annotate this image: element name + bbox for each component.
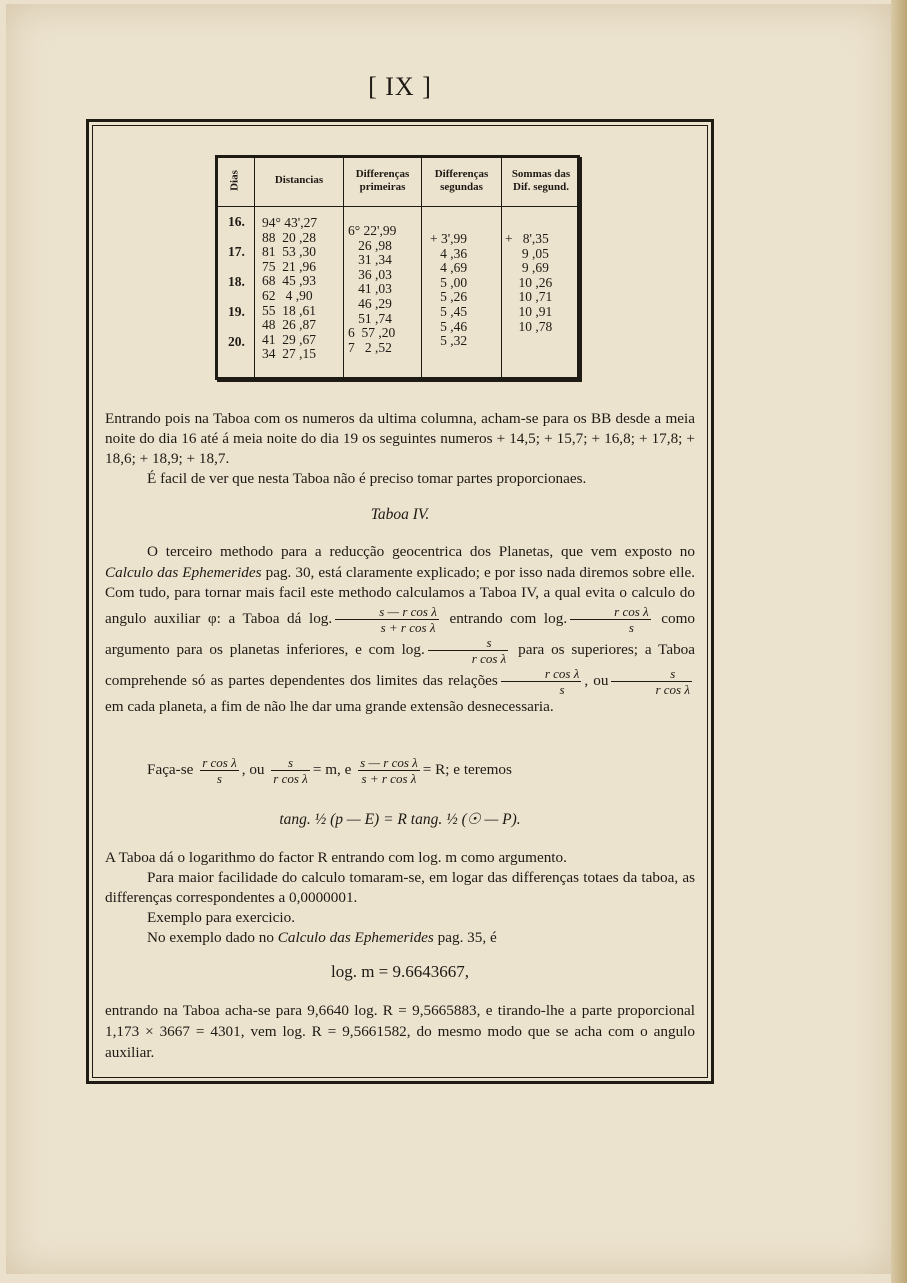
p3-text-f: em cada planeta, a fim de não lhe dar uma grande extensão desnecessaria. [105,697,554,715]
fraction [200,755,239,786]
frac-num: s [428,635,509,651]
col-diff2: + 3',99 4 ,36 4 ,69 5 ,00 5 ,26 5 ,45 5 ,46 5 ,32 [430,231,468,349]
fraction [611,666,692,697]
p3-text-e: para os superiores; a Taboa comprehende só as partes dependentes dos limites das relações [105,640,695,689]
frac-den: s [216,771,222,786]
paragraph-3 [105,542,695,717]
frac-num: r cos λ [501,666,582,682]
faca-eq-m: = m, e [312,760,352,778]
paragraph-6: Exemplo para exercicio. [147,909,296,926]
faca-label: Faça-se [147,760,194,778]
frac-num: s [611,666,692,682]
p3-text-b: pag. 30, está claramente explicado; e por isso nada diremos sobre elle. Com tudo, para tornar mais facil este methodo calculamos a Taboa IV, a qual evita o calculo do angulo auxiliar φ: a Taboa dá [105,563,695,627]
col-dias: 16. 17. 18. 19. 20. [228,214,245,349]
col-diff1: 6° 22',99 26 ,98 31 ,34 36 ,03 41 ,03 46 ,29 51 ,74 6 57 ,20 7 2 ,52 [348,223,397,355]
p3-book-title: Calculo das Ephemerides [105,563,262,581]
p3-ou: , ou [584,671,609,689]
p7-book-title: Calculo das Ephemerides [277,929,434,946]
fraction [428,635,509,666]
fraction [271,755,310,786]
fraction [501,666,582,697]
frac-num: r cos λ [570,604,651,620]
frac-den: s + r cos λ [361,771,417,786]
p7-text-b: pag. 35, é [433,929,497,946]
page-number: [ IX ] [368,72,432,101]
formula-tangent: tang. ½ (p — E) = R tang. ½ (☉ — P). [279,811,521,828]
frac-den: r cos λ [655,681,690,697]
p3-text-a: O terceiro methodo para a reducção geocentrica dos Planetas, que vem exposto no [147,543,695,560]
page-edge [891,0,907,1283]
fraction [358,755,420,786]
frac-den: s + r cos λ [380,619,436,635]
frac-den: r cos λ [471,650,507,666]
paragraph-4: A Taboa dá o logarithmo do factor R entrando com log. m como argumento. [105,849,567,866]
section-title: Taboa IV. [370,506,430,523]
frac-den: r cos λ [273,771,308,786]
col-distancias: 94° 43',27 88 20 ,28 81 53 ,30 75 21 ,96 68 45 ,93 62 4 ,90 55 18 ,61 48 26 ,87 41 29 ,67 34 27 ,15 [262,215,318,362]
paragraph-7 [105,928,695,948]
fraction [570,604,651,635]
fraction [335,604,439,635]
frac-den: s [628,619,634,635]
table-header-rule [218,206,577,207]
formula-log-m: log. m = 9.6643667, [330,962,470,981]
p7-text-a: No exemplo dado no [147,929,278,946]
paragraph-2: É facil de ver que nesta Taboa não é preciso tomar partes proporcionaes. [147,470,587,487]
header-distancias: Distancias [274,174,324,186]
paragraph-8: entrando na Taboa acha-se para 9,6640 log. R = 9,5665883, e tirando-lhe a parte proporcional 1,173 × 3667 = 4301, vem log. R = 9,5661582, do mesmo modo que se acha com o angulo auxiliar. [105,1002,695,1061]
faca-eq-r: = R; e teremos [422,760,512,778]
p3-log: log. [308,609,333,627]
header-dias: Dias [228,170,241,191]
table-divider [254,158,255,377]
p3-text-d: como argumento para os planetas inferiores, e com log. [105,609,696,658]
frac-num: s — r cos λ [360,755,418,770]
faca-ou: , ou [241,760,265,778]
frac-num: s [271,755,310,771]
paragraph-5: Para maior facilidade do calculo tomaram-se, em logar das differenças totaes da taboa, as differenças correspondentes a 0,0000001. [105,869,695,906]
frac-den: s [559,681,565,697]
paragraph-1: Entrando pois na Taboa com os numeros da ultima columna, acham-se para os BB desde a meia noite do dia 16 até á meia noite do dia 19 os seguintes numeros + 14,5; + 15,7; + 16,8; + 17,8; + 18,6; + 18,9; + 18,7. [105,410,695,467]
faca-se-line [147,755,512,786]
data-table [215,155,580,380]
frac-num: s — r cos λ [335,604,439,620]
col-sommas: + 8',35 9 ,05 9 ,69 10 ,26 10 ,71 10 ,91 10 ,78 [505,231,553,334]
header-diff2: Differenças segundas [434,168,489,193]
frac-num: r cos λ [202,755,237,770]
header-sommas: Sommas das Dif. segund. [511,168,571,193]
p3-text-c: entrando com log. [449,609,568,627]
header-diff1: Differenças primeiras [355,168,410,193]
